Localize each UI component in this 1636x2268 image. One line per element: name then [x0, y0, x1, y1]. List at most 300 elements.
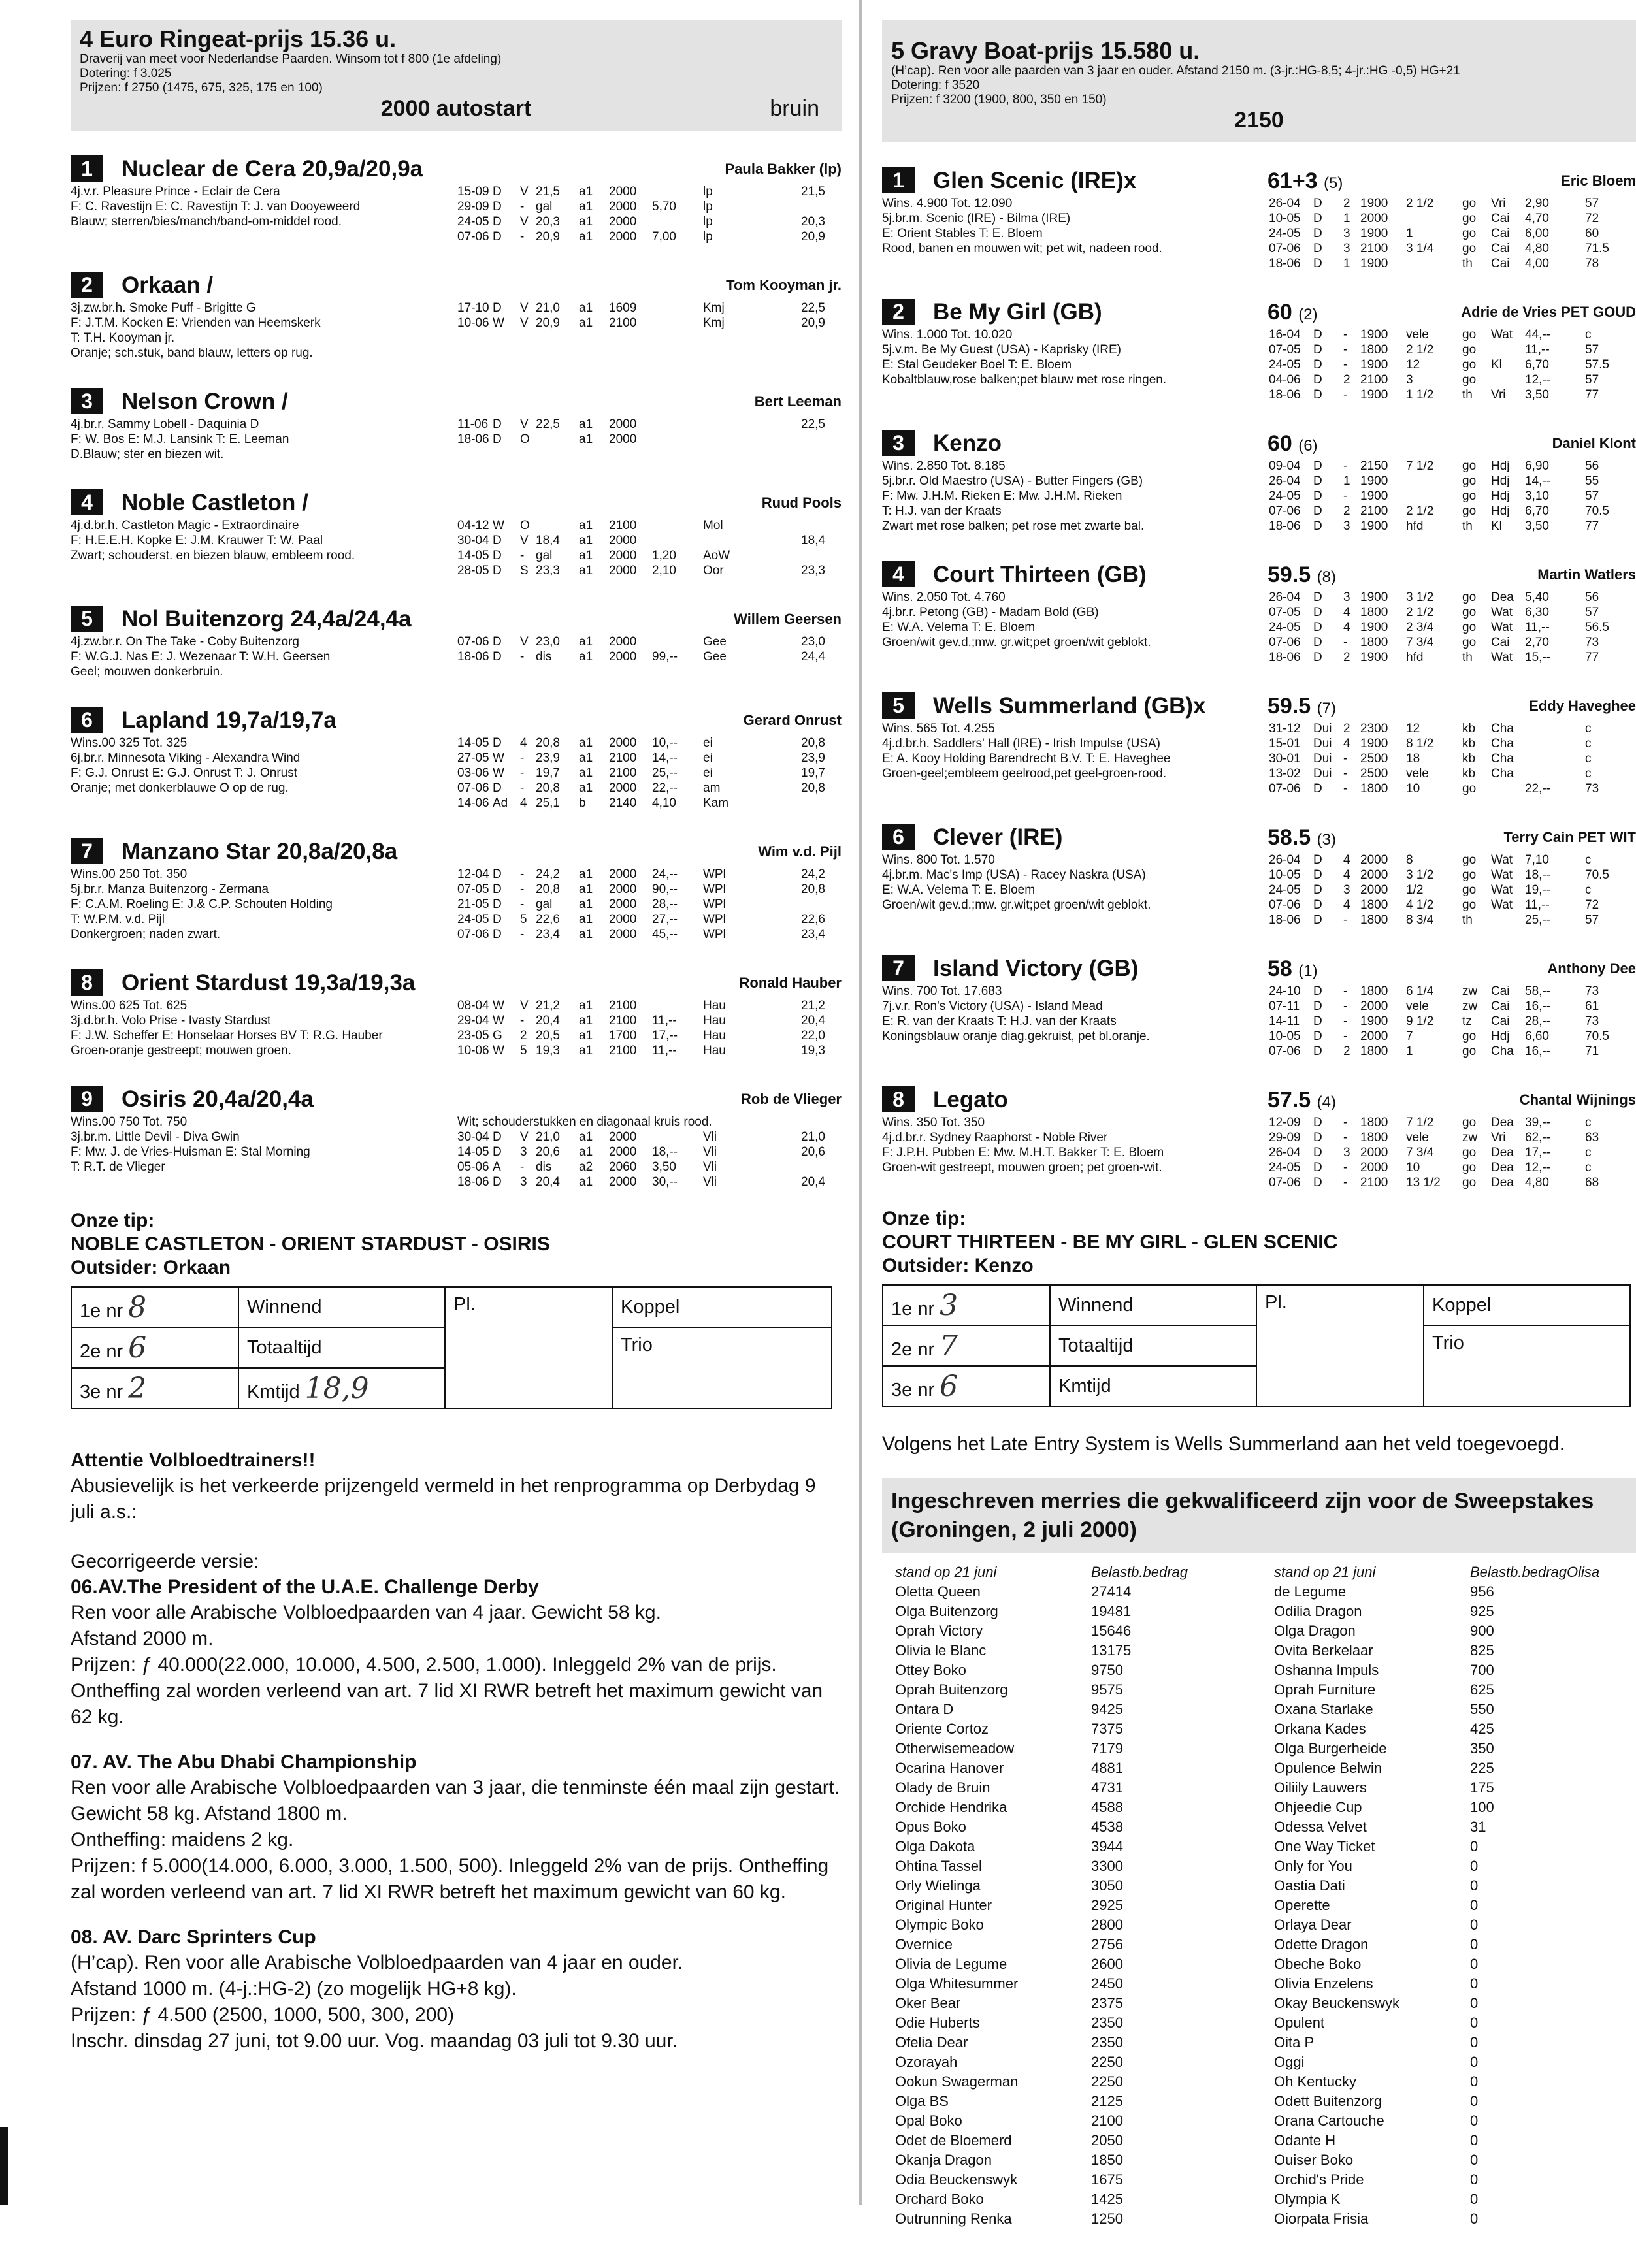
form-cell: 2000 — [1360, 883, 1388, 897]
form-cell: go — [1462, 1146, 1477, 1159]
jockey-name: Rob de Vlieger — [740, 1091, 842, 1107]
mare-row — [895, 1758, 1248, 1778]
bet-winnend: Winnend — [1050, 1285, 1256, 1325]
notice-race-line: Ren voor alle Arabische Volbloedpaarden van 4 jaar. Gewicht 58 kg. — [71, 1602, 661, 1623]
form-row — [457, 184, 842, 199]
form-row — [1269, 913, 1636, 928]
mare-amount: 9575 — [1091, 1681, 1123, 1698]
info-line: Wins. 700 Tot. 17.683 — [882, 984, 1002, 998]
form-cell: 62,-- — [1525, 1131, 1551, 1144]
form-table — [457, 300, 842, 331]
form-cell: 8 3/4 — [1406, 913, 1434, 927]
jockey-name: Adrie de Vries PET GOUD — [1461, 304, 1636, 320]
form-cell: 2000 — [609, 200, 637, 214]
form-table — [1269, 1115, 1636, 1190]
form-cell: - — [1343, 1176, 1348, 1190]
form-cell: 14-05 — [457, 736, 489, 750]
mare-amount: 700 — [1470, 1662, 1494, 1678]
horse-entry — [71, 705, 842, 811]
info-line: Groen/wit gev.d.;mw. gr.wit;pet groen/wit geblokt. — [882, 898, 1151, 912]
start-position: (5) — [1324, 174, 1343, 192]
mare-name: Otherwisemeadow — [895, 1740, 1015, 1757]
form-cell: W — [493, 1014, 504, 1028]
mare-row — [895, 2033, 1248, 2052]
form-cell: D — [1313, 242, 1322, 255]
start-position: (1) — [1298, 962, 1318, 980]
form-cell: Hdj — [1491, 489, 1510, 503]
form-cell: 2,70 — [1525, 636, 1549, 649]
start-position: (2) — [1298, 306, 1318, 323]
horse-entry — [882, 822, 1636, 928]
horse-header-row — [882, 166, 1636, 196]
info-line: 4j.br.r. Petong (GB) - Madam Bold (GB) — [882, 606, 1099, 619]
form-table — [457, 518, 842, 578]
form-row — [457, 1174, 842, 1190]
form-cell: 10-06 — [457, 1044, 489, 1058]
form-cell: 73 — [1585, 782, 1599, 796]
form-row — [1269, 1044, 1636, 1059]
notice-race-title: 07. AV. The Abu Dhabi Championship — [71, 1751, 417, 1773]
horse-header-row — [71, 604, 842, 634]
mare-row — [895, 1817, 1248, 1837]
rating-value: 58.5 — [1268, 825, 1311, 850]
form-row — [1269, 327, 1636, 342]
horse-name: Legato — [933, 1087, 1008, 1112]
info-line: 5j.br.r. Old Maestro (USA) - Butter Fingers (GB) — [882, 474, 1143, 488]
form-cell: 2 3/4 — [1406, 621, 1434, 634]
form-cell: D — [493, 564, 502, 577]
horse-entry — [882, 954, 1636, 1059]
info-line: F: W.G.J. Nas E: J. Wezenaar T: W.H. Geersen — [71, 650, 331, 664]
mare-name: Opal Boko — [895, 2113, 962, 2129]
mare-row — [1274, 1641, 1636, 1660]
form-row — [457, 766, 842, 781]
race5-tip — [882, 1207, 1636, 1455]
form-cell: - — [1343, 489, 1348, 503]
mare-row — [1274, 1602, 1636, 1621]
form-cell: 90,-- — [652, 883, 678, 896]
horse-entry — [882, 560, 1636, 665]
form-row — [1269, 459, 1636, 474]
horse-number: 7 — [882, 955, 915, 981]
horse-number: 6 — [882, 824, 915, 850]
horse-name: Manzano Star 20,8a/20,8a — [122, 839, 398, 864]
info-line: 4j.zw.br.r. On The Take - Coby Buitenzorg — [71, 635, 299, 649]
horse-details — [71, 184, 842, 244]
horse-info — [71, 184, 463, 229]
form-cell: D — [1313, 197, 1322, 210]
start-position: (7) — [1317, 700, 1336, 717]
form-cell: 77 — [1585, 388, 1599, 402]
info-line: 4j.br.r. Sammy Lobell - Daquinia D — [71, 417, 259, 431]
form-cell: vele — [1406, 1131, 1429, 1144]
form-cell: S — [520, 564, 529, 577]
form-cell: 25,1 — [536, 796, 560, 810]
notice-title: Attentie Volbloedtrainers!! — [71, 1450, 316, 1471]
form-cell: Gee — [703, 650, 727, 664]
form-row — [1269, 1175, 1636, 1190]
form-cell: 1900 — [1360, 621, 1388, 634]
form-cell: 2100 — [609, 766, 637, 780]
form-cell: 1900 — [1360, 489, 1388, 503]
jockey-name: Willem Geersen — [734, 611, 842, 627]
form-cell: 19,-- — [1525, 883, 1551, 897]
form-cell: 10-06 — [457, 316, 489, 330]
form-cell: 23-05 — [457, 1029, 489, 1043]
mare-amount: 1250 — [1091, 2211, 1123, 2227]
form-cell: 07-06 — [1269, 898, 1301, 912]
form-cell: - — [1343, 388, 1348, 402]
form-cell: c — [1585, 767, 1592, 781]
form-cell: - — [520, 1160, 525, 1174]
form-cell: 4 1/2 — [1406, 898, 1434, 912]
form-row — [457, 1159, 842, 1174]
form-cell: 2000 — [1360, 1161, 1388, 1174]
info-line: Rood, banen en mouwen wit; pet wit, nadeen rood. — [882, 242, 1162, 255]
mare-name: Ozorayah — [895, 2054, 958, 2070]
horse-number: 2 — [882, 299, 915, 325]
form-cell: 2000 — [609, 898, 637, 911]
start-position: (8) — [1317, 568, 1336, 586]
form-cell: th — [1462, 519, 1473, 533]
mare-name: Odilia Dragon — [1274, 1603, 1362, 1619]
mare-name: Oxana Starlake — [1274, 1701, 1373, 1717]
mare-amount: 2350 — [1091, 2034, 1123, 2050]
form-cell: 24-05 — [1269, 621, 1301, 634]
mare-amount: 7179 — [1091, 1740, 1123, 1757]
race4-header — [71, 20, 842, 131]
form-cell: 4,80 — [1525, 1176, 1549, 1190]
info-line: Wins. 1.000 Tot. 10.020 — [882, 328, 1013, 342]
mare-name: Odessa Velvet — [1274, 1819, 1367, 1835]
form-cell: 2500 — [1360, 767, 1388, 781]
form-cell: D — [1313, 489, 1322, 503]
info-line: Groen-wit gestreept, mouwen groen; pet groen-wit. — [882, 1161, 1162, 1174]
form-cell: c — [1585, 752, 1592, 766]
form-cell: Wat — [1491, 328, 1513, 342]
form-cell: 2000 — [609, 913, 637, 926]
mare-amount: 0 — [1470, 2034, 1479, 2050]
mare-amount: 625 — [1470, 1681, 1494, 1698]
form-cell: - — [1343, 752, 1348, 766]
form-cell: Cai — [1491, 636, 1510, 649]
form-cell: D — [1313, 913, 1322, 927]
form-cell: 4 — [1343, 621, 1350, 634]
form-cell: W — [493, 519, 504, 532]
sweepstakes-subtitle: (Groningen, 2 juli 2000) — [891, 1517, 1137, 1542]
mare-row — [1274, 2209, 1636, 2229]
form-cell: 18-06 — [1269, 519, 1301, 533]
horse-info — [71, 867, 463, 942]
mare-amount: 0 — [1470, 1858, 1479, 1874]
form-cell: kb — [1462, 767, 1476, 781]
form-cell: 29-09 — [1269, 1131, 1301, 1144]
form-cell: a1 — [579, 564, 593, 577]
mare-amount: 9750 — [1091, 1662, 1123, 1678]
form-cell: 10-05 — [1269, 212, 1301, 225]
left-column — [71, 20, 842, 2054]
form-cell: lp — [703, 215, 713, 229]
horse-rating — [1268, 429, 1318, 461]
info-line: F: J.T.M. Kocken E: Vrienden van Heemskerk — [71, 316, 321, 330]
mare-amount: 0 — [1470, 2073, 1479, 2090]
mare-amount: 27414 — [1091, 1583, 1132, 1600]
form-cell: 2100 — [609, 316, 637, 330]
form-cell: - — [520, 1014, 525, 1028]
late-entry-note: Volgens het Late Entry System is Wells Summerland aan het veld toegevoegd. — [882, 1433, 1565, 1455]
horse-details — [71, 867, 842, 942]
mare-amount: 2100 — [1091, 2113, 1123, 2129]
mare-amount: 2125 — [1091, 2093, 1123, 2109]
mare-row — [895, 1954, 1248, 1974]
mare-row — [895, 1719, 1248, 1739]
form-cell: 78 — [1585, 257, 1599, 270]
form-cell: 60 — [1585, 227, 1599, 240]
mare-row — [895, 1935, 1248, 1954]
form-cell: D — [493, 417, 502, 431]
mare-amount: 0 — [1470, 1956, 1479, 1972]
form-cell: 04-12 — [457, 519, 489, 532]
horse-name: Kenzo — [933, 430, 1002, 456]
form-cell: 15-01 — [1269, 737, 1301, 751]
form-cell: ei — [703, 766, 713, 780]
form-cell: 4 — [1343, 868, 1350, 882]
form-cell: 1800 — [1360, 1045, 1388, 1058]
mare-name: Orkana Kades — [1274, 1721, 1366, 1737]
mare-name: Olga Burgerheide — [1274, 1740, 1387, 1757]
form-cell: 23,0 — [536, 635, 560, 649]
info-line: 6j.br.r. Minnesota Viking - Alexandra Wind — [71, 751, 301, 765]
form-cell: Gee — [703, 635, 727, 649]
info-line: Wins. 4.900 Tot. 12.090 — [882, 197, 1013, 210]
form-cell: V — [520, 301, 529, 315]
form-row — [1269, 1160, 1636, 1175]
sweepstakes-header — [882, 1478, 1636, 1553]
form-cell: c — [1585, 328, 1592, 342]
form-cell: Vri — [1491, 388, 1506, 402]
jockey-name: Ruud Pools — [761, 494, 842, 511]
form-cell: 18-06 — [1269, 388, 1301, 402]
horse-number: 4 — [882, 561, 915, 587]
horse-header-row — [71, 837, 842, 867]
mare-amount: 3300 — [1091, 1858, 1123, 1874]
horse-entry — [882, 297, 1636, 402]
mare-row — [895, 2111, 1248, 2131]
form-row — [457, 432, 842, 447]
mare-name: Oggi — [1274, 2054, 1305, 2070]
form-cell: D — [1313, 474, 1322, 488]
form-cell: th — [1462, 651, 1473, 664]
form-cell: 1800 — [1360, 782, 1388, 796]
horse-header-row — [71, 488, 842, 518]
horse-entry — [882, 429, 1636, 534]
form-cell: 24-05 — [1269, 227, 1301, 240]
info-line: T: R.T. de Vlieger — [71, 1160, 165, 1174]
form-cell: 20,4 — [536, 1175, 560, 1189]
form-cell: 07-06 — [457, 781, 489, 795]
form-cell: - — [1343, 782, 1348, 796]
mare-name: Odia Beuckenswyk — [895, 2171, 1018, 2188]
form-cell: vele — [1406, 328, 1429, 342]
form-cell: 31-12 — [1269, 722, 1301, 736]
form-row — [1269, 620, 1636, 635]
form-cell: 4 — [520, 796, 527, 810]
form-cell: 11,-- — [1525, 621, 1550, 634]
form-cell: 12,-- — [1525, 1161, 1551, 1174]
form-table — [1269, 852, 1636, 928]
form-cell: go — [1462, 1176, 1477, 1190]
notice-race-line: Afstand 2000 m. — [71, 1628, 214, 1649]
form-cell: D — [1313, 1176, 1322, 1190]
form-cell: 58,-- — [1525, 984, 1551, 998]
form-row — [457, 912, 842, 927]
form-cell: 11,-- — [1525, 343, 1550, 357]
mare-name: One Way Ticket — [1274, 1838, 1375, 1855]
horse-info — [71, 1114, 463, 1174]
form-cell: a1 — [579, 867, 593, 881]
mare-amount: 550 — [1470, 1701, 1494, 1717]
horse-entry — [71, 488, 842, 578]
form-cell: go — [1462, 621, 1477, 634]
mare-row — [895, 1680, 1248, 1700]
form-cell: 57 — [1585, 489, 1599, 503]
form-cell: go — [1462, 898, 1477, 912]
jockey-name: Bert Leeman — [754, 393, 842, 410]
form-cell: 1900 — [1360, 651, 1388, 664]
form-cell: Cha — [1491, 722, 1514, 736]
form-cell: 21,2 — [536, 999, 560, 1012]
mare-row — [1274, 1621, 1636, 1641]
form-cell: - — [520, 200, 525, 214]
mare-name: Oh Kentucky — [1274, 2073, 1356, 2090]
form-cell: a1 — [579, 519, 593, 532]
form-cell: 07-05 — [1269, 343, 1301, 357]
form-cell: D — [1313, 459, 1322, 473]
horse-name: Orkaan / — [122, 272, 214, 298]
info-line: E: W.A. Velema T: E. Bloem — [882, 621, 1036, 634]
form-cell: 07-05 — [457, 883, 489, 896]
form-cell: Dui — [1313, 737, 1332, 751]
form-cell: 6,70 — [1525, 358, 1549, 372]
form-cell: D — [1313, 212, 1322, 225]
form-cell: 12-04 — [457, 867, 489, 881]
handwritten-1: 8 — [128, 1290, 147, 1324]
mare-row — [895, 1837, 1248, 1856]
bet-totaaltijd: Totaaltijd — [1050, 1325, 1256, 1366]
mare-name: Oprah Furniture — [1274, 1681, 1376, 1698]
mare-row — [1274, 2072, 1636, 2092]
form-cell: 12,-- — [1525, 373, 1551, 387]
horse-info — [71, 998, 463, 1058]
form-cell: Cai — [1491, 999, 1510, 1013]
form-cell: 07-05 — [1269, 606, 1301, 619]
info-line: Wins. 800 Tot. 1.570 — [882, 853, 995, 867]
horse-entry — [71, 968, 842, 1058]
form-cell: a2 — [579, 1160, 593, 1174]
form-cell: 20,9 — [536, 316, 560, 330]
mares-col-left — [895, 1563, 1248, 2229]
form-cell: 20,6 — [536, 1145, 560, 1159]
form-cell: 24,-- — [652, 867, 678, 881]
form-cell: go — [1462, 1116, 1477, 1129]
form-cell: 20,8 — [801, 781, 825, 795]
form-cell: gal — [536, 549, 553, 562]
bet-trio: Trio — [1424, 1325, 1630, 1406]
form-cell: 18-06 — [1269, 257, 1301, 270]
form-row — [1269, 372, 1636, 387]
form-cell: D — [1313, 853, 1322, 867]
form-cell: D — [1313, 504, 1322, 518]
form-cell: 3,50 — [1525, 519, 1549, 533]
mare-amount: 0 — [1470, 1917, 1479, 1933]
form-cell: 07-06 — [1269, 782, 1301, 796]
mare-amount: 0 — [1470, 1897, 1479, 1913]
form-row — [457, 214, 842, 229]
form-cell: 2100 — [1360, 242, 1388, 255]
mare-name: Odet de Bloemerd — [895, 2132, 1012, 2148]
mare-amount: 0 — [1470, 1936, 1479, 1952]
horse-details — [882, 590, 1636, 665]
form-cell: 18,-- — [1525, 868, 1551, 882]
info-line: Wins. 565 Tot. 4.255 — [882, 722, 995, 736]
form-row — [457, 867, 842, 882]
horse-info — [882, 1115, 1261, 1175]
form-cell: kb — [1462, 737, 1476, 751]
form-cell: 29-09 — [457, 200, 489, 214]
form-row — [1269, 241, 1636, 256]
bet-label: 2e nr 7 — [883, 1325, 1050, 1366]
jockey-name: Wim v.d. Pijl — [758, 843, 842, 860]
form-cell: zw — [1462, 1131, 1478, 1144]
bet-label: 3e nr 2 — [71, 1368, 238, 1408]
form-cell: 2000 — [609, 1175, 637, 1189]
horse-name: Wells Summerland (GB)x — [933, 693, 1206, 719]
race5-tip-heading: Onze tip: — [882, 1208, 966, 1229]
form-cell: Mol — [703, 519, 723, 532]
race4-desc-1: Draverij van meet voor Nederlandse Paarden. Winsom tot f 800 (1e afdeling) — [80, 52, 502, 66]
form-cell: 18,4 — [801, 534, 825, 547]
horse-number: 5 — [882, 692, 915, 719]
form-cell: a1 — [579, 781, 593, 795]
info-line: E: R. van der Kraats T: H.J. van der Kraats — [882, 1014, 1117, 1028]
mare-amount: 2350 — [1091, 2015, 1123, 2031]
form-row — [457, 998, 842, 1013]
info-line: Groen/wit gev.d.;mw. gr.wit;pet groen/wit geblokt. — [882, 636, 1151, 649]
form-cell: D — [1313, 343, 1322, 357]
form-cell: - — [1343, 328, 1348, 342]
form-cell: - — [520, 650, 525, 664]
info-line: T: W.P.M. v.d. Pijl — [71, 913, 165, 926]
form-cell: 2000 — [1360, 999, 1388, 1013]
form-cell: Hdj — [1491, 459, 1510, 473]
form-cell: Kmj — [703, 316, 725, 330]
form-row — [1269, 605, 1636, 620]
mare-row — [895, 1798, 1248, 1817]
form-cell: Ad — [493, 796, 508, 810]
form-cell: 18-06 — [1269, 651, 1301, 664]
form-cell: - — [1343, 767, 1348, 781]
form-cell: 2 — [1343, 1045, 1350, 1058]
form-cell: 15,-- — [1525, 651, 1551, 664]
form-cell: ei — [703, 751, 713, 765]
form-cell: 3 — [1343, 591, 1350, 604]
form-cell: a1 — [579, 432, 593, 446]
info-line: E: Stal Geudeker Boel T: E. Bloem — [882, 358, 1072, 372]
form-cell: D — [493, 928, 502, 941]
form-cell: 3 — [520, 1175, 527, 1189]
form-cell: 20,8 — [801, 736, 825, 750]
notice-race-list — [71, 1575, 842, 2054]
